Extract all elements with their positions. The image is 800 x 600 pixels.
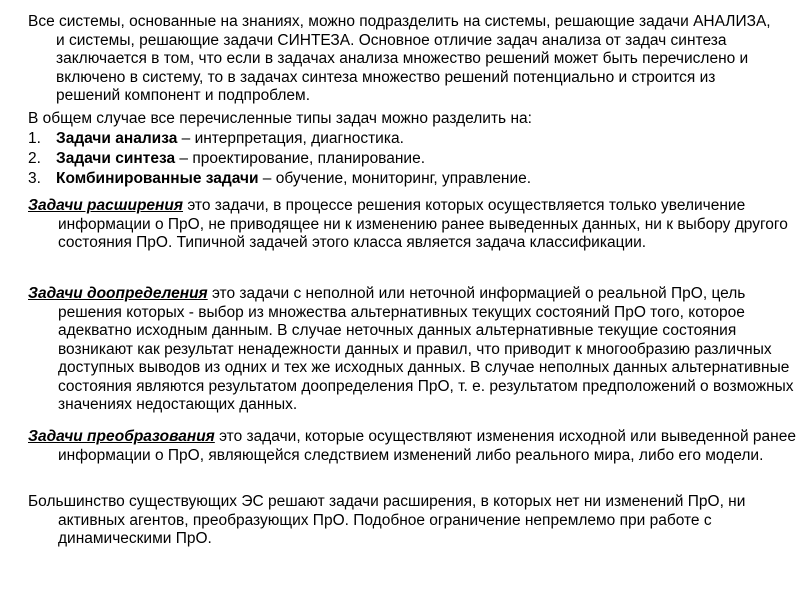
conclusion-paragraph: Большинство существующих ЭС решают задачи расширения, в которых нет ни изменений ПрО, ни активных агентов, преобразующих ПрО. Подобное ограничение непремлемо при работе с динамическими ПрО. — [28, 493, 746, 547]
completion-text: это задачи с неполной или неточной информацией о реальной ПрО, цель решения которых - выбор из множества альтернативных текущих состояний ПрО того, которое адекватно исходным данным. В случае неточных данных альтернативные текущие состояния возникают как результат ненадежности данных и правил, что приводит к многообразию различных доступных выводов из одних и тех же исходных данных. В случае неполных данных альтернативные состояния являются результатом доопределения ПрО, т. е. результатом предположений о возможных значениях недостающих данных. — [58, 285, 794, 413]
list-item-term: Задачи синтеза — [56, 150, 176, 167]
completion-paragraph — [28, 285, 800, 415]
task-types-list — [28, 129, 531, 189]
transformation-paragraph — [28, 428, 800, 465]
transformation-text: это задачи, которые осуществляют изменения исходной или выведенной ранее информации о ПрО, являющейся следствием изменений либо реального мира, либо его модели. — [58, 428, 796, 464]
expansion-paragraph — [28, 197, 800, 253]
list-item — [28, 129, 531, 149]
completion-term: Задачи доопределения — [28, 285, 208, 302]
list-item-term: Комбинированные задачи — [56, 170, 259, 187]
intro-paragraph: Все системы, основанные на знаниях, можно подразделить на системы, решающие задачи АНАЛИЗА, и системы, решающие задачи СИНТЕЗА. Основное отличие задач анализа от задач синтеза заключается в том, что если в задачах анализа множество решений может быть перечислено и включено в систему, то в задачах синтеза множество решений потенциально и строится из решений компонент и подпроблем. — [28, 13, 771, 104]
transformation-term: Задачи преобразования — [28, 428, 215, 445]
list-item-text: – проектирование, планирование. — [175, 150, 426, 167]
expansion-term: Задачи расширения — [28, 197, 184, 214]
list-item-text: – обучение, мониторинг, управление. — [258, 170, 532, 187]
list-item — [28, 149, 531, 169]
general-paragraph: В общем случае все перечисленные типы задач можно разделить на: — [28, 110, 532, 127]
expansion-text: это задачи, в процессе решения которых осуществляется только увеличение информации о ПрО, не приводящее ни к изменению ранее выведенных данных, ни к выбору другого состояния ПрО. Типичной задачей этого класса является задача классификации. — [58, 197, 788, 251]
list-item-number: 2. — [28, 150, 41, 167]
list-item-term: Задачи анализа — [56, 130, 178, 147]
list-item-number: 1. — [28, 130, 41, 147]
list-item-text: – интерпретация, диагностика. — [177, 130, 404, 147]
list-item — [28, 169, 531, 189]
list-item-number: 3. — [28, 170, 41, 187]
